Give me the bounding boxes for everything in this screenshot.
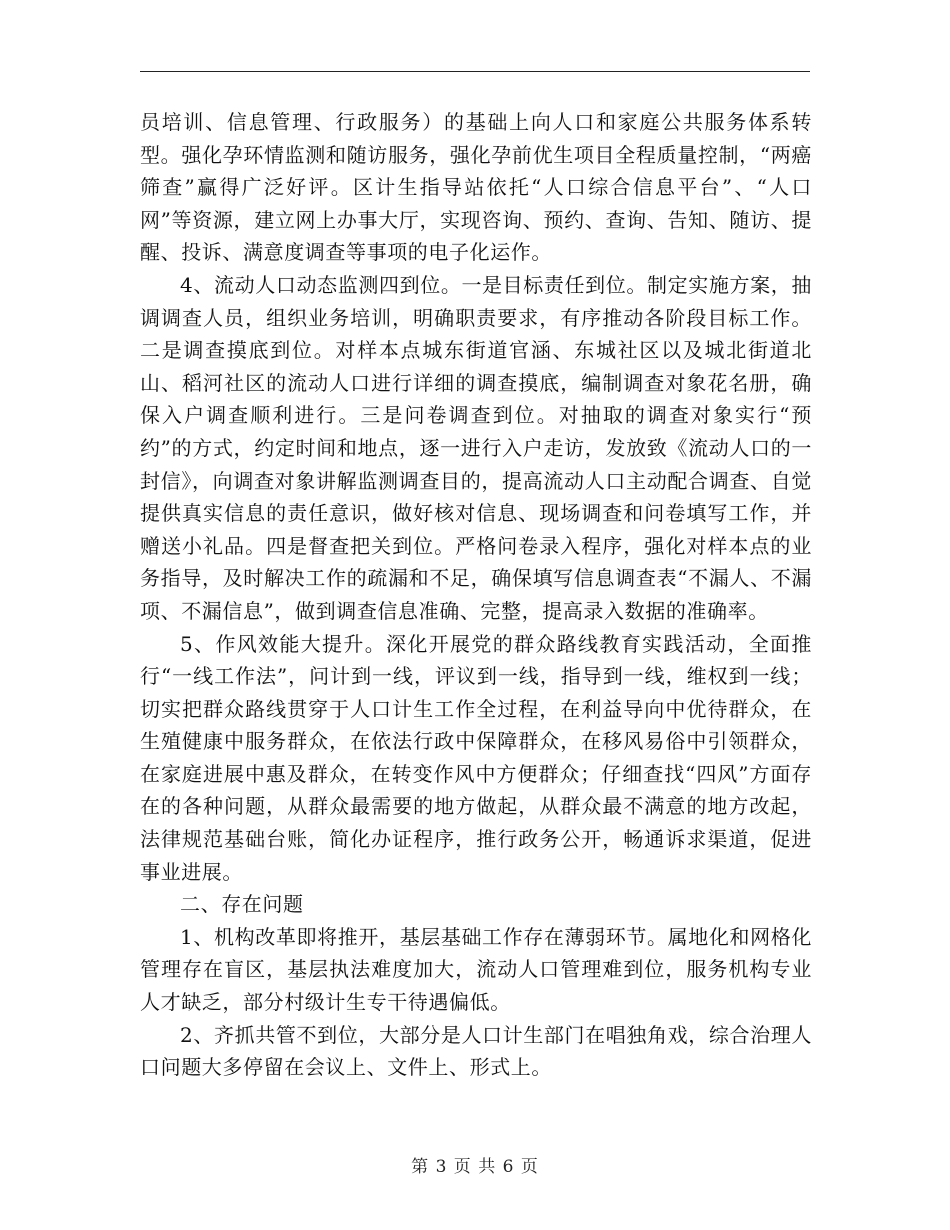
paragraph-continued: 员培训、信息管理、行政服务）的基础上向人口和家庭公共服务体系转型。强化孕环情监测和随访服务，强化孕前优生项目全程质量控制，“两癌筛查”赢得广泛好评。区计生指导站依托“人口综合信息平台”、“人口网”等资源，建立网上办事大厅，实现咨询、预约、查询、告知、随访、提醒、投诉、满意度调查等事项的电子化运作。 [140,110,812,265]
paragraph-work-style-efficiency: 5、作风效能大提升。深化开展党的群众路线教育实践活动，全面推行“一线工作法”，问计到一线，评议到一线，指导到一线，维权到一线；切实把群众路线贯穿于人口计生工作全过程，在利益导向中优待群众，在生殖健康中服务群众，在依法行政中保障群众，在移风易俗中引领群众，在家庭进展中惠及群众，在转变作风中方便群众；仔细查找“四风”方面存在的各种问题，从群众最需要的地方做起，从群众最不满意的地方改起，法律规范基础台账，简化办证程序，推行政务公开，畅通诉求渠道，促进事业进展。 [140,631,812,884]
paragraph-floating-population-monitoring: 4、流动人口动态监测四到位。一是目标责任到位。制定实施方案，抽调调查人员，组织业务培训，明确职责要求，有序推动各阶段目标工作。二是调查摸底到位。对样本点城东街道官涵、东城社区以及城北街道北山、稻河社区的流动人口进行详细的调查摸底，编制调查对象花名册，确保入户调查顺利进行。三是问卷调查到位。对抽取的调查对象实行“预约”的方式，约定时间和地点，逐一进行入户走访，发放致《流动人口的一封信》，向调查对象讲解监测调查目的，提高流动人口主动配合调查、自觉提供真实信息的责任意识，做好核对信息、现场调查和问卷填写工作，并赠送小礼品。四是督查把关到位。严格问卷录入程序，强化对样本点的业务指导，及时解决工作的疏漏和不足，确保填写信息调查表“不漏人、不漏项、不漏信息”，做到调查信息准确、完整，提高录入数据的准确率。 [140,272,812,623]
page-number-footer: 第 3 页 共 6 页 [411,1157,539,1177]
paragraph-issue-1: 1、机构改革即将推开，基层基础工作存在薄弱环节。属地化和网格化管理存在盲区，基层执法难度加大，流动人口管理难到位，服务机构专业人才缺乏，部分村级计生专干待遇偏低。 [140,924,812,1015]
paragraph-issue-2: 2、齐抓共管不到位，大部分是人口计生部门在唱独角戏，综合治理人口问题大多停留在会议上、文件上、形式上。 [140,1022,812,1080]
section-heading-problems: 二、存在问题 [180,892,304,917]
document-body [140,106,812,1084]
header-rule [140,71,810,72]
